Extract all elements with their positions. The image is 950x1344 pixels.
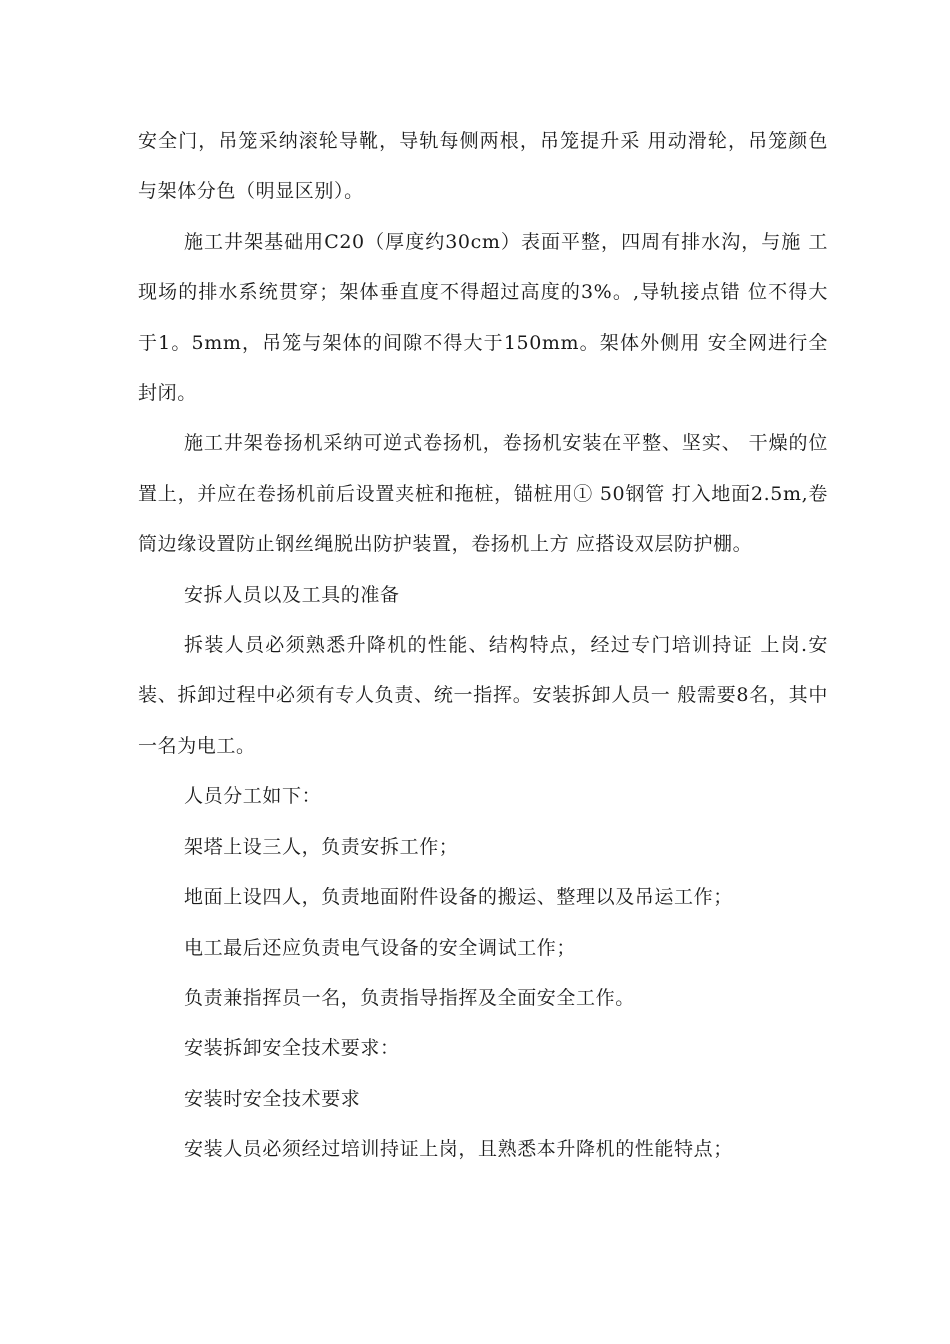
paragraph-7: 架塔上设三人，负责安拆工作； — [184, 835, 459, 858]
paragraph-3: 施工井架卷扬机采纳可逆式卷扬机，卷扬机安装在平整、坚实、 干燥的位置上，并应在卷扬机前后设置夹桩和拖桩，锚桩用① 50钢管 打入地面2.5m,卷筒边缘设置防止钢丝绳脱出防护装置，卷扬机上方 应搭设双层防护棚。 — [138, 432, 828, 556]
paragraph-8: 地面上设四人，负责地面附件设备的搬运、整理以及吊运工作； — [184, 886, 733, 909]
paragraph-1: 安全门，吊笼采纳滚轮导靴，导轨每侧两根，吊笼提升采 用动滑轮，吊笼颜色与架体分色（明显区别）。 — [138, 130, 828, 203]
paragraph-10: 负责兼指挥员一名，负责指导指挥及全面安全工作。 — [184, 986, 635, 1009]
paragraph-13: 安装人员必须经过培训持证上岗，且熟悉本升降机的性能特点； — [184, 1138, 733, 1161]
paragraph-9: 电工最后还应负责电气设备的安全调试工作； — [184, 936, 577, 959]
paragraph-6: 人员分工如下： — [184, 785, 322, 808]
section-heading-install-requirements: 安装时安全技术要求 — [184, 1087, 361, 1110]
section-heading-staff-tools: 安拆人员以及工具的准备 — [184, 583, 400, 606]
paragraph-5: 拆装人员必须熟悉升降机的性能、结构特点，经过专门培训持证 上岗.安装、拆卸过程中必须有专人负责、统一指挥。安装拆卸人员一 般需要8名，其中一名为电工。 — [138, 634, 828, 757]
document-page — [138, 116, 828, 1175]
section-heading-safety-requirements: 安装拆卸安全技术要求： — [184, 1037, 400, 1060]
paragraph-2: 施工井架基础用C20（厚度约30cm）表面平整，四周有排水沟，与施 工现场的排水系统贯穿；架体垂直度不得超过高度的3%。,导轨接点错 位不得大于1。5mm，吊笼与架体的间隙不得大于150mm。架体外侧用 安全网进行全封闭。 — [138, 230, 828, 405]
